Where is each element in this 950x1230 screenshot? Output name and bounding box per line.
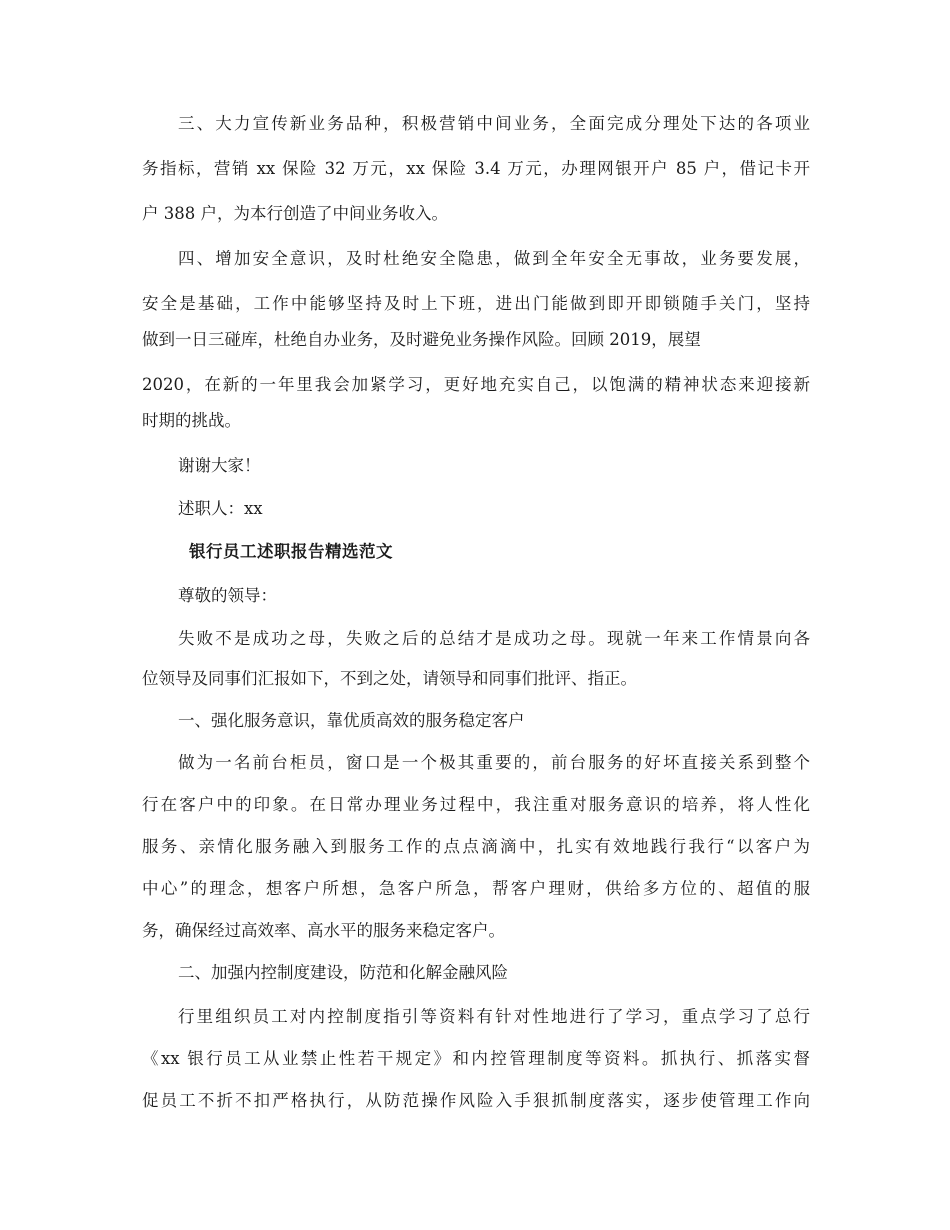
salutation: 尊敬的领导： — [178, 586, 277, 605]
paragraph-line: 中心”的理念，想客户所想，急客户所急，帮客户理财，供给多方位的、超值的服 — [142, 879, 810, 898]
subheading: 二、加强内控制度建设，防范和化解金融风险 — [178, 963, 508, 982]
paragraph-line: 做为一名前台柜员，窗口是一个极其重要的，前台服务的好坏直接关系到整个 — [178, 753, 810, 772]
paragraph-line: 四、增加安全意识，及时杜绝安全隐患，做到全年安全无事故，业务要发展， — [178, 249, 810, 268]
section-title: 银行员工述职报告精选范文 — [189, 542, 393, 561]
closing-thanks: 谢谢大家！ — [178, 456, 261, 475]
subheading: 一、强化服务意识，靠优质高效的服务稳定客户 — [178, 711, 525, 730]
paragraph-line: 安全是基础，工作中能够坚持及时上下班，进出门能做到即开即锁随手关门，坚持 — [142, 294, 810, 313]
paragraph-line: 位领导及同事们汇报如下，不到之处，请领导和同事们批评、指正。 — [142, 669, 637, 688]
paragraph-line: 务，确保经过高效率、高水平的服务来稳定客户。 — [142, 921, 505, 940]
signature-line: 述职人：xx — [178, 499, 263, 518]
paragraph-line: 做到一日三碰库，杜绝自办业务，及时避免业务操作风险。回顾 2019，展望 — [142, 330, 701, 349]
paragraph-line: 促员工不折不扣严格执行，从防范操作风险入手狠抓制度落实，逐步使管理工作向 — [142, 1091, 810, 1110]
paragraph-line: 服务、亲情化服务融入到服务工作的点点滴滴中，扎实有效地践行我行“以客户为 — [142, 837, 810, 856]
paragraph-line: 行里组织员工对内控制度指引等资料有针对性地进行了学习，重点学习了总行 — [178, 1007, 810, 1026]
paragraph-line: 时期的挑战。 — [142, 411, 241, 430]
paragraph-line: 《xx 银行员工从业禁止性若干规定》和内控管理制度等资料。抓执行、抓落实督 — [142, 1049, 810, 1068]
paragraph-line: 务指标，营销 xx 保险 32 万元，xx 保险 3.4 万元，办理网银开户 85 户，借记卡开 — [142, 159, 810, 178]
paragraph-line: 失败不是成功之母，失败之后的总结才是成功之母。现就一年来工作情景向各 — [178, 629, 810, 648]
paragraph-line: 2020，在新的一年里我会加紧学习，更好地充实自己，以饱满的精神状态来迎接新 — [142, 375, 810, 394]
paragraph-line: 行在客户中的印象。在日常办理业务过程中，我注重对服务意识的培养，将人性化 — [142, 795, 810, 814]
paragraph-line: 户 388 户，为本行创造了中间业务收入。 — [142, 204, 448, 223]
paragraph-line: 三、大力宣传新业务品种，积极营销中间业务，全面完成分理处下达的各项业 — [178, 114, 810, 133]
